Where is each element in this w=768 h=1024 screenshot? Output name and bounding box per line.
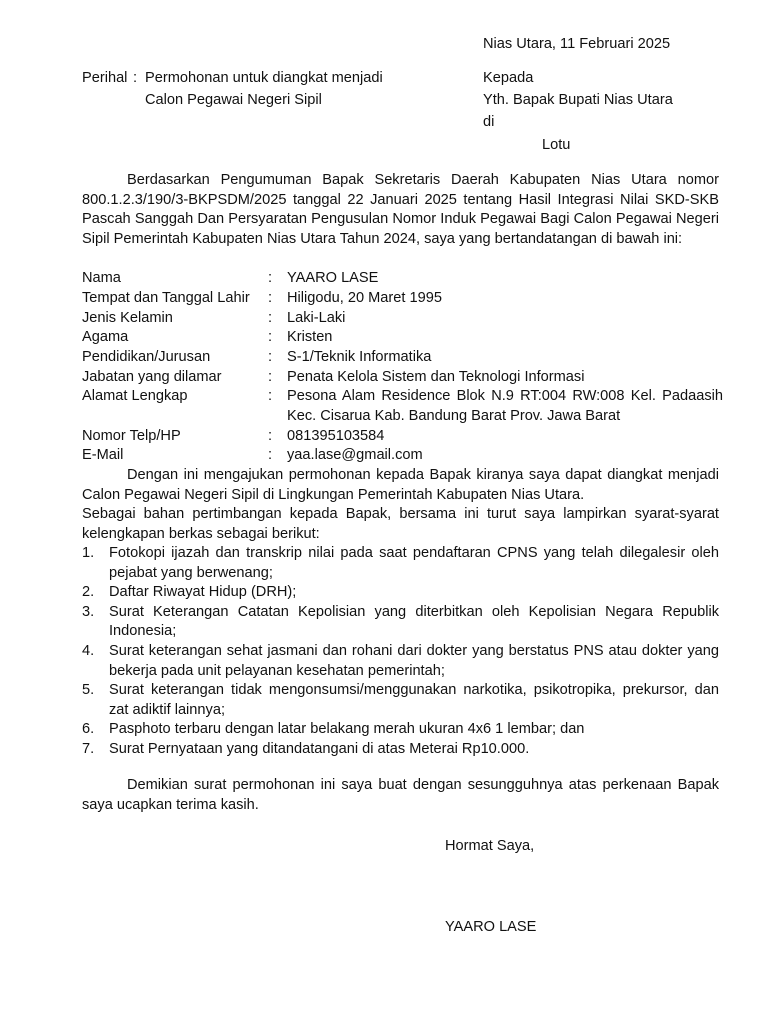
list-item xyxy=(82,720,719,740)
identity-value: Pesona Alam Residence Blok N.9 RT:004 RW:008 Kel. Padaasih Kec. Cisarua Kab. Bandung Barat Prov. Jawa Barat xyxy=(287,388,723,424)
identity-label: Jenis Kelamin xyxy=(82,310,173,326)
intro-paragraph-container xyxy=(82,171,719,249)
identity-label: E-Mail xyxy=(82,447,124,463)
list-item-text: Daftar Riwayat Hidup (DRH); xyxy=(109,584,297,601)
list-item xyxy=(82,603,719,642)
identity-separator: : xyxy=(268,349,273,365)
attachments-intro: Sebagai bahan pertimbangan kepada Bapak, bersama ini turut saya lampirkan syarat-syarat kelengkapan berkas sebagai berikut: xyxy=(82,506,719,542)
identity-row-position xyxy=(82,368,722,388)
recipient-line-3: di xyxy=(483,114,495,130)
identity-label: Pendidikan/Jurusan xyxy=(82,349,211,365)
list-item-text: Surat keterangan sehat jasmani dan rohani dari dokter yang berstatus PNS atau dokter yang bekerja pada unit pelayanan kesehatan pemerintah; xyxy=(109,642,719,679)
identity-label: Nomor Telp/HP xyxy=(82,428,181,444)
identity-row-religion xyxy=(82,328,722,348)
identity-row-birth xyxy=(82,289,722,309)
identity-value: yaa.lase@gmail.com xyxy=(287,447,423,463)
list-item-number: 1. xyxy=(82,545,95,561)
subject-line-1: Permohonan untuk diangkat menjadi xyxy=(145,70,383,86)
identity-row-email xyxy=(82,446,722,466)
list-item-number: 7. xyxy=(82,740,95,757)
closing-paragraph: Demikian surat permohonan ini saya buat dengan sesungguhnya atas perkenaan Bapak saya ucapkan terima kasih. xyxy=(82,777,719,813)
list-item-text: Fotokopi ijazah dan transkrip nilai pada saat pendaftaran CPNS yang telah dilegalesir oleh pejabat yang berwenang; xyxy=(109,545,719,581)
identity-separator: : xyxy=(268,388,273,404)
list-item-text: Surat Pernyataan yang ditandatangani di atas Meterai Rp10.000. xyxy=(109,740,530,757)
identity-separator: : xyxy=(268,369,273,385)
identity-row-address xyxy=(82,387,722,427)
closing-paragraph-container xyxy=(82,776,719,815)
list-item-text: Surat Keterangan Catatan Kepolisian yang diterbitkan oleh Kepolisian Negara Republik Indonesia; xyxy=(109,603,719,640)
list-item-text: Pasphoto terbaru dengan latar belakang merah ukuran 4x6 1 lembar; dan xyxy=(109,721,585,738)
letter-date: Nias Utara, 11 Februari 2025 xyxy=(483,36,671,52)
recipient-line-4: Lotu xyxy=(542,137,571,153)
identity-label: Jabatan yang dilamar xyxy=(82,369,222,385)
list-item-number: 5. xyxy=(82,682,95,699)
attachments-list xyxy=(82,544,719,760)
signature-greeting: Hormat Saya, xyxy=(445,838,535,854)
identity-label: Tempat dan Tanggal Lahir xyxy=(82,290,250,306)
list-item-number: 3. xyxy=(82,603,95,620)
identity-row-education xyxy=(82,348,722,368)
subject-label: Perihal xyxy=(82,70,128,86)
identity-value: Kristen xyxy=(287,329,333,345)
list-item xyxy=(82,681,719,720)
identity-value: 081395103584 xyxy=(287,428,385,444)
list-item-number: 2. xyxy=(82,584,95,601)
subject-line-2: Calon Pegawai Negeri Sipil xyxy=(145,92,322,108)
identity-label: Nama xyxy=(82,270,121,286)
identity-label: Agama xyxy=(82,329,129,345)
identity-separator: : xyxy=(268,270,273,286)
list-item-number: 4. xyxy=(82,642,95,659)
recipient-line-1: Kepada xyxy=(483,70,534,86)
request-paragraph: Dengan ini mengajukan permohonan kepada Bapak kiranya saya dapat diangkat menjadi Calon Pegawai Negeri Sipil di Lingkungan Pemerintah Kabupaten Nias Utara. xyxy=(82,467,719,503)
list-item xyxy=(82,642,719,681)
identity-value: YAARO LASE xyxy=(287,270,379,286)
subject-separator: : xyxy=(133,70,138,86)
identity-separator: : xyxy=(268,447,273,463)
identity-separator: : xyxy=(268,329,273,345)
list-item-text: Surat keterangan tidak mengonsumsi/menggunakan narkotika, psikotropika, prekursor, dan zat adiktif lainnya; xyxy=(109,682,719,718)
identity-separator: : xyxy=(268,290,273,306)
identity-value: Penata Kelola Sistem dan Teknologi Informasi xyxy=(287,369,585,385)
list-item-number: 6. xyxy=(82,721,95,738)
identity-label: Alamat Lengkap xyxy=(82,388,188,404)
list-item xyxy=(82,740,719,760)
identity-separator: : xyxy=(268,428,273,444)
list-item xyxy=(82,544,719,583)
intro-paragraph: Berdasarkan Pengumuman Bapak Sekretaris Daerah Kabupaten Nias Utara nomor 800.1.2.3/190/3-BKPSDM/2025 tanggal 22 Januari 2025 tentang Hasil Integrasi Nilai SKD-SKB Pascah Sanggah Dan Persyaratan Pengusulan Nomor Induk Pegawai Bagi Calon Pegawai Negeri Sipil Pemerintah Kabupaten Nias Utara Tahun 2024, saya yang bertandatangan di bawah ini: xyxy=(82,172,719,247)
request-paragraph-container xyxy=(82,466,719,544)
signature-name: YAARO LASE xyxy=(445,919,537,935)
identity-separator: : xyxy=(268,310,273,326)
identity-row-name xyxy=(82,269,722,289)
recipient-line-2: Yth. Bapak Bupati Nias Utara xyxy=(483,92,673,108)
identity-value: Laki-Laki xyxy=(287,310,346,326)
identity-value: Hiligodu, 20 Maret 1995 xyxy=(287,290,442,306)
identity-value: S-1/Teknik Informatika xyxy=(287,349,432,365)
identity-row-phone xyxy=(82,427,722,447)
identity-row-gender xyxy=(82,309,722,329)
list-item xyxy=(82,583,719,603)
